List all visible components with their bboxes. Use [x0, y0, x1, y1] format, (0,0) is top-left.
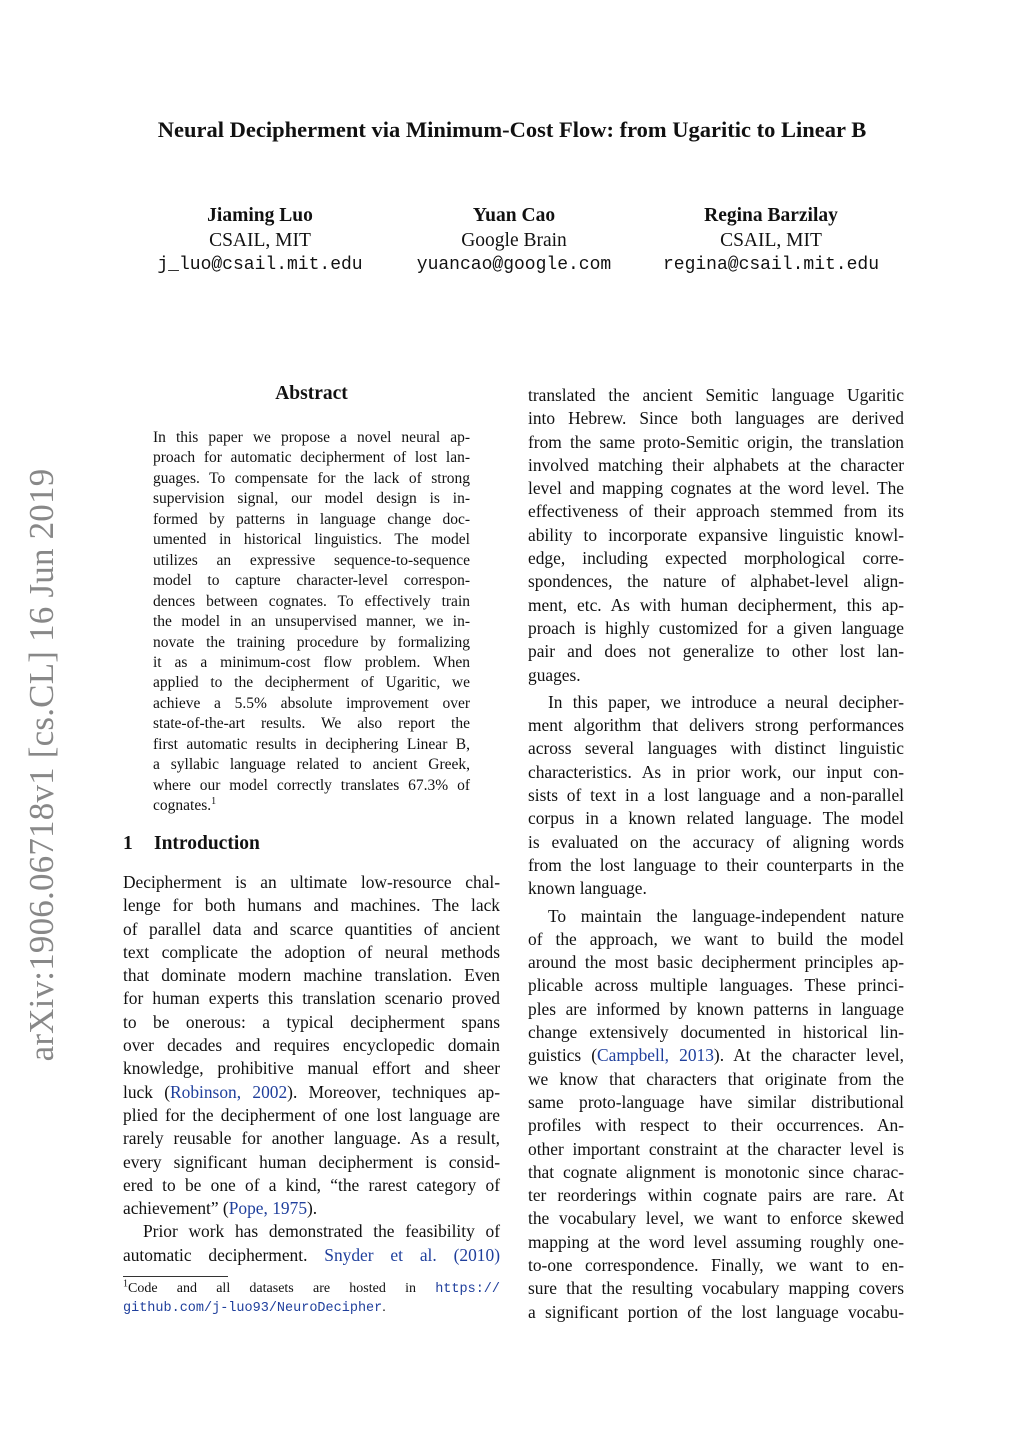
body-line: effectiveness of their approach stemmed from its — [528, 501, 904, 522]
body-line: same proto-language have similar distributional — [528, 1091, 904, 1112]
author-affiliation: CSAIL, MIT — [209, 230, 311, 251]
body-line-with-citation: automatic decipherment. Snyder et al. (2010) — [123, 1244, 500, 1265]
body-line: In this paper, we introduce a neural decipher- — [548, 691, 904, 712]
body-line: proach is highly customized for a given language — [528, 617, 904, 638]
abstract-line: the model in an unsupervised manner, we in- — [153, 613, 470, 631]
footnote-divider — [123, 1276, 228, 1277]
author-affiliation: CSAIL, MIT — [720, 230, 822, 251]
body-line: plied for the decipherment of one lost language are — [123, 1104, 500, 1125]
author-name: Regina Barzilay — [704, 205, 838, 226]
body-line: guages. — [528, 664, 581, 685]
abstract-line: applied to the decipherment of Ugaritic, we — [153, 674, 470, 692]
body-line: we know that characters that originate from the — [528, 1068, 904, 1089]
abstract-line: achieve a 5.5% absolute improvement over — [153, 694, 470, 712]
abstract-line: proach for automatic decipherment of lost lan- — [153, 449, 470, 467]
right-column-body — [528, 384, 904, 1324]
body-line: over decades and requires encyclopedic domain — [123, 1035, 500, 1056]
body-line: profiles with respect to their occurrences. An- — [528, 1115, 904, 1136]
citation-link[interactable]: Campbell, 2013 — [597, 1045, 714, 1066]
author-name: Yuan Cao — [472, 205, 556, 226]
author-affiliation: Google Brain — [461, 230, 567, 251]
section-title: Introduction — [154, 833, 260, 854]
body-line: knowledge, prohibitive manual effort and sheer — [123, 1058, 500, 1079]
author-email[interactable]: regina@csail.mit.edu — [662, 255, 880, 275]
body-line: lenge for both humans and machines. The lack — [123, 895, 500, 916]
body-line: of the approach, we want to build the model — [528, 928, 904, 949]
abstract-line: state-of-the-art results. We also report the — [153, 715, 470, 733]
author-block-2 — [369, 203, 659, 278]
body-line: Decipherment is an ultimate low-resource chal- — [123, 872, 500, 892]
body-line: ter reorderings within cognate pairs are rare. At — [528, 1185, 904, 1206]
body-line: ability to incorporate expansive linguistic knowl- — [528, 524, 904, 545]
body-line: rarely reusable for another language. As a result, — [123, 1128, 500, 1149]
body-line: pair and does not generalize to other lost lan- — [528, 641, 904, 662]
body-line: into Hebrew. Since both languages are derived — [528, 408, 904, 429]
body-line: translated the ancient Semitic language Ugaritic — [528, 385, 904, 405]
footnote-line: $^1$Code and all datasets are hosted in https:// — [123, 1278, 501, 1297]
body-line: to be onerous: a typical decipherment spans — [123, 1011, 500, 1032]
body-line: the vocabulary level, we want to enforce skewed — [528, 1208, 904, 1229]
abstract-line: dences between cognates. To effectively train — [153, 592, 470, 610]
footnote-url-link[interactable]: https:// — [435, 1282, 501, 1297]
body-line: for human experts this translation scenario proved — [123, 988, 500, 1009]
footnote-line: github.com/j-luo93/NeuroDecipher. — [123, 1300, 386, 1316]
body-line: ment, etc. As with human decipherment, this ap- — [528, 594, 904, 615]
body-line-with-citation: luck (Robinson, 2002). Moreover, techniques ap- — [123, 1081, 500, 1102]
abstract-line: it as a minimum-cost flow problem. When — [153, 653, 470, 671]
body-line: ment algorithm that delivers strong performances — [528, 715, 904, 736]
author-email[interactable]: j_luo@csail.mit.edu — [157, 255, 363, 275]
body-line: from the same proto-Semitic origin, the translation — [528, 431, 904, 452]
abstract-body — [153, 428, 470, 817]
body-line: sists of text in a lost language and a non-parallel — [528, 785, 904, 806]
body-line: plicable across multiple languages. These princi- — [528, 975, 904, 996]
abstract-line: umented in historical linguistics. The model — [153, 531, 470, 549]
body-line: a significant portion of the lost language vocabu- — [528, 1301, 904, 1322]
citation-link[interactable]: Robinson, 2002 — [170, 1081, 288, 1102]
section-heading-introduction — [123, 833, 260, 855]
body-line: every significant human decipherment is consid- — [123, 1151, 500, 1172]
body-line: that cognate alignment is monotonic since charac- — [528, 1161, 904, 1182]
footnote — [123, 1280, 500, 1318]
body-line: involved matching their alphabets at the character — [528, 454, 904, 475]
body-line: that dominate modern machine translation. Even — [123, 965, 500, 986]
abstract-line: novate the training procedure by formalizing — [153, 633, 470, 651]
body-line: ered to be one of a kind, “the rarest category of — [123, 1174, 500, 1195]
citation-link[interactable]: Pope, 1975 — [228, 1198, 308, 1219]
body-line: edge, including expected morphological corre- — [528, 548, 904, 569]
body-line: from the lost language to their counterparts in the — [528, 854, 904, 875]
abstract-line: In this paper we propose a novel neural ap- — [153, 429, 470, 446]
abstract-line: first automatic results in deciphering Linear B, — [153, 735, 470, 753]
body-line: to-one correspondence. Finally, we want to en- — [528, 1254, 904, 1275]
arxiv-identifier-text: arXiv:1906.06718v1 [cs.CL] 16 Jun 2019 — [22, 468, 61, 1062]
body-line: ples are informed by known patterns in language — [528, 998, 904, 1019]
body-line: change extensively documented in historical lin- — [528, 1022, 904, 1043]
body-line: text complicate the adoption of neural methods — [123, 941, 500, 962]
body-line: characteristics. As in prior work, our input con- — [528, 761, 904, 782]
introduction-body — [123, 871, 500, 1267]
body-line: other important constraint at the character level is — [528, 1138, 904, 1159]
footnote-number: 1 — [123, 1278, 128, 1290]
body-line: corpus in a known related language. The model — [528, 808, 904, 829]
abstract-line: where our model correctly translates 67.3% of — [153, 776, 470, 794]
author-email[interactable]: yuancao@google.com — [416, 255, 612, 275]
body-line: Prior work has demonstrated the feasibility of — [143, 1221, 500, 1242]
body-line: sure that the resulting vocabulary mapping covers — [528, 1278, 904, 1299]
citation-link[interactable]: Snyder et al. (2010) — [324, 1244, 500, 1265]
abstract-last-word: cognates. — [153, 797, 212, 815]
body-line: of parallel data and scarce quantities of ancient — [123, 918, 500, 939]
body-line: To maintain the language-independent nature — [548, 905, 904, 926]
abstract-line: formed by patterns in language change doc- — [153, 510, 470, 528]
abstract-line: a syllabic language related to ancient Greek, — [153, 756, 470, 774]
arxiv-identifier-stamp — [6, 468, 78, 1062]
abstract-line — [153, 796, 470, 816]
abstract-line: supervision signal, our model design is in- — [153, 490, 470, 508]
body-line: across several languages with distinct linguistic — [528, 738, 904, 759]
author-name: Jiaming Luo — [207, 205, 313, 226]
body-line-with-citation: achievement” (Pope, 1975). — [123, 1198, 318, 1219]
abstract-heading: Abstract — [275, 383, 348, 404]
author-block-1 — [115, 203, 405, 278]
body-line: around the most basic decipherment principles ap- — [528, 952, 904, 973]
paper-title: Neural Decipherment via Minimum-Cost Flow: from Ugaritic to Linear B — [157, 117, 867, 142]
body-line-with-citation: guistics (Campbell, 2013). At the character level, — [528, 1045, 904, 1066]
footnote-url-link[interactable]: github.com/j-luo93/NeuroDecipher — [123, 1301, 383, 1316]
abstract-line: model to capture character-level correspon- — [153, 572, 470, 590]
author-block-3 — [626, 203, 916, 278]
section-number: 1 — [123, 833, 133, 854]
body-line: spondences, the nature of alphabet-level align- — [528, 571, 904, 592]
body-line: is evaluated on the accuracy of aligning words — [528, 831, 904, 852]
body-line: level and mapping cognates at the word level. The — [528, 478, 904, 499]
abstract-line: utilizes an expressive sequence-to-sequence — [153, 551, 470, 569]
body-line: mapping at the word level assuming roughly one- — [528, 1231, 904, 1252]
footnote-marker[interactable]: 1 — [211, 796, 217, 807]
abstract-line: guages. To compensate for the lack of strong — [153, 469, 470, 487]
body-line: known language. — [528, 878, 647, 899]
